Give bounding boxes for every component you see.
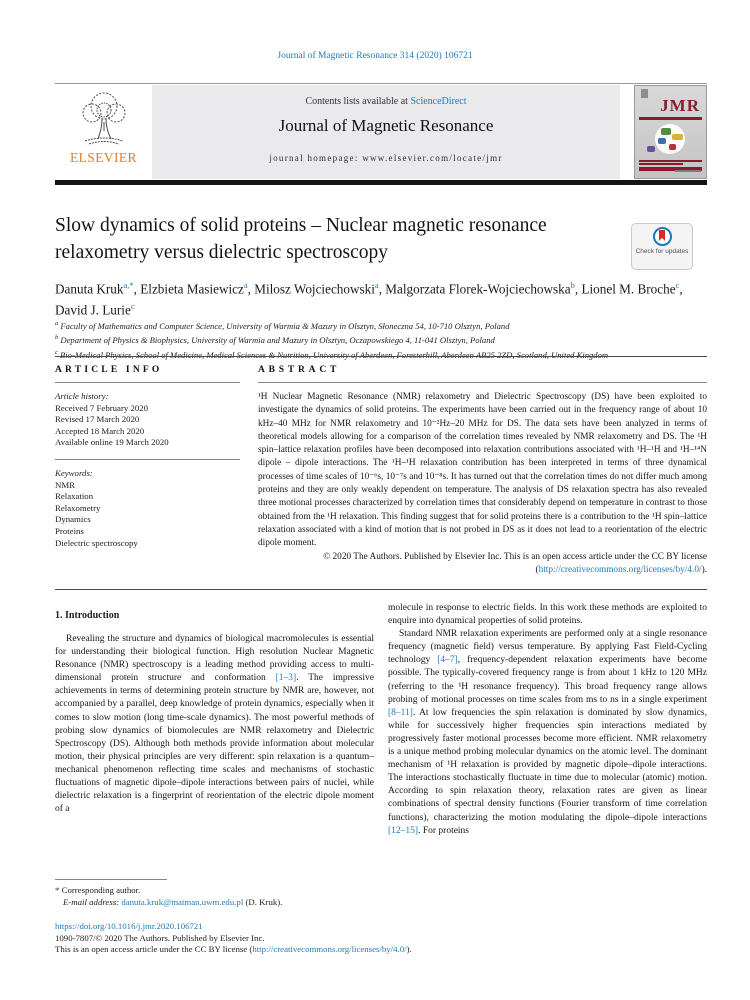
inline-link[interactable]: http://creativecommons.org/licenses/by/4.0/ <box>538 564 702 575</box>
ribbon-icon <box>659 230 665 241</box>
inline-link[interactable]: http://creativecommons.org/licenses/by/4.0/ <box>252 944 407 955</box>
issn-copyright-line: 1090-7807/© 2020 The Authors. Published by Elsevier Inc. <box>55 932 265 943</box>
elsevier-wordmark: ELSEVIER <box>70 150 137 165</box>
affiliation-b: $^b$ Department of Physics & Biophysics, University of Warmia and Mazury in Olsztyn, Oczapowskiego 4, 11-041 Olsztyn, Poland <box>55 334 495 346</box>
keywords-block <box>55 460 240 549</box>
header-top-rule <box>55 83 707 84</box>
inline-link[interactable]: [8–11] <box>388 707 413 718</box>
section-1-heading: 1. Introduction <box>55 610 120 621</box>
check-for-updates-button[interactable] <box>631 223 693 270</box>
body-right-column <box>388 602 707 838</box>
keyword: Relaxation <box>55 491 94 502</box>
affiliations <box>55 318 707 361</box>
article-footer <box>55 921 515 956</box>
license-line: This is an open access article under the CC BY license (http://creativecommons.org/licenses/by/4.0/). <box>55 944 412 955</box>
affiliation-c: $^c$ Bio-Medical Physics, School of Medicine, Medical Sciences & Nutrition, University of Aberdeen, Foresterhill, Aberdeen AB25 2ZD, Scotland, United Kingdom <box>55 348 609 360</box>
keyword: NMR <box>55 479 76 490</box>
affiliation-a: $^a$ Faculty of Mathematics and Computer Science, University of Warmia & Mazury in Olsztyn, Słoneczna 54, 10-710 Olsztyn, Poland <box>55 320 510 331</box>
article-history <box>55 383 240 460</box>
cover-text-bar <box>639 160 702 162</box>
cover-art-red <box>669 144 676 150</box>
paper-title: Slow dynamics of solid proteins – Nuclear magnetic resonance relaxometry versus dielectric spectroscopy <box>55 215 547 263</box>
inline-link[interactable]: danuta.kruk@matman.uwm.edu.pl <box>121 896 244 907</box>
keywords-label: Keywords: <box>55 467 93 478</box>
journal-homepage-link[interactable]: journal homepage: www.elsevier.com/locate/jmr <box>269 153 503 163</box>
journal-header <box>55 85 707 179</box>
keyword: Proteins <box>55 525 84 536</box>
elsevier-logo[interactable] <box>55 85 152 179</box>
intro-paragraph-1-continued: molecule in response to electric fields. In this work these methods are exploited to enquire into dynamical properties of solid proteins. <box>388 603 707 627</box>
history-label: Article history: <box>55 391 109 401</box>
contents-line: Contents lists available at ScienceDirect <box>305 96 467 107</box>
keyword: Dielectric spectroscopy <box>55 537 138 548</box>
inline-link[interactable]: [12–15] <box>388 825 419 836</box>
inline-link[interactable]: [4–7] <box>437 655 458 666</box>
cover-text-bar <box>639 163 683 165</box>
email-line: E-mail address: danuta.kruk@matman.uwm.edu.pl (D. Kruk). <box>63 896 283 907</box>
author-line: Danuta Kruk$^{a,*}$, Elzbieta Masiewicz$^a$, Milosz Wojciechowski$^a$, Malgorzata Florek-Wojciechowska$^b$, Lionel M. Broche$^c$, David J. Lurie$^c$ <box>55 280 683 318</box>
article-info-column <box>55 365 240 577</box>
history-item: Revised 17 March 2020 <box>55 414 140 425</box>
check-for-updates-label: Check for updates <box>635 248 689 255</box>
inline-link[interactable]: [1–3] <box>275 673 297 684</box>
cover-art-gold <box>672 134 683 140</box>
banner-gap <box>620 85 634 179</box>
history-item: Available online 19 March 2020 <box>55 437 169 448</box>
abstract-copyright: © 2020 The Authors. Published by Elsevier Inc. This is an open access article under the CC BY license (http://creativecommons.org/licenses/by/4.0/). <box>323 551 707 575</box>
corresponding-author-line: * Corresponding author. <box>55 885 141 895</box>
journal-cover-thumbnail[interactable] <box>634 85 707 179</box>
doi-link[interactable]: https://doi.org/10.1016/j.jmr.2020.106721 <box>55 921 203 931</box>
intro-paragraph-1: Revealing the structure and dynamics of biological macromolecules is essential for understanding their biological function. High resolution Nuclear Magnetic Resonance (NMR) spectroscopy is a leading method providing access to multi-dimensional protein structure and conformation [1–3]. The impressive achievements in terms of determining protein structure by NMR are, however, not accompanied by a parallel, deep knowledge of protein dynamics, especially when it comes to slow motion (long time-scale dynamics). The most powerful methods of probing slow dynamics of biomolecules are NMR relaxometry and Dielectric Spectroscopy (DS). Although both methods provide information about molecular motion, their physical principles are very different: spin relaxation is a quantum–mechanical phenomenon reflecting time scales and mechanisms of stochastic fluctuations of magnetic dipole–dipole interactions between pairs of nuclei, while dielectric relaxation is a fingerprint of reorientation of the electric dipole moment of a <box>55 634 374 815</box>
history-item: Received 7 February 2020 <box>55 402 149 413</box>
abstract-heading: ABSTRACT <box>258 365 707 383</box>
header-bottom-rule <box>55 180 707 185</box>
keyword: Dynamics <box>55 514 91 525</box>
article-info-heading: ARTICLE INFO <box>55 365 240 383</box>
elsevier-tree-icon <box>75 89 133 149</box>
cover-jmr-title: JMR <box>660 96 700 115</box>
journal-banner <box>152 85 620 179</box>
journal-title: Journal of Magnetic Resonance <box>278 116 494 135</box>
footnote-rule <box>55 879 167 880</box>
body-left-column <box>55 602 374 838</box>
cover-art-blue <box>658 138 666 144</box>
abstract-text: ¹H Nuclear Magnetic Resonance (NMR) relaxometry and Dielectric Spectroscopy (DS) have been exploited to investigate the dynamics of solid proteins. The experiments have been carried out in the frequency range of about 10 kHz–40 MHz for NMR relaxometry and 10⁻²Hz–20 MHz for DS. The data sets have been analyzed in terms of theoretical models allowing for a comparison of the correlation times revealed by NMR relaxometry and DS. The ¹H spin–lattice relaxation profiles have been decomposed into relaxation contributions associated with ¹H–¹H and ¹H–¹⁴N dipole – dipole interactions. The ¹H–¹H relaxation contribution has been interpreted in terms of three dynamical processes of time scales of 10⁻⁶s, 10⁻⁷s and 10⁻⁸s. It has turned out that the correlation times do not differ much among proteins and they are only weakly dependent on temperature. The analysis of DS relaxation spectra has also revealed three motional processes characterized by correlation times that considerably depend on temperature in contrast to those obtained from the ¹H relaxation. This finding suggest that for solid proteins there is a contribution to the ¹H spin–lattice relaxation associated with a kind of motion that is not probed in DS as it does not lead to a reorientation of the electric dipole moment. <box>258 392 707 549</box>
abstract-column <box>258 365 707 577</box>
history-item: Accepted 18 March 2020 <box>55 425 145 436</box>
intro-paragraph-2: Standard NMR relaxation experiments are performed only at a single resonance frequency (magnetic field) versus temperature. By applying Fast Field-Cycling technology [4–7], frequency-dependent relaxation experiments have become possible. The typically-covered frequency range is from about 1 kHz to 120 MHz (referring to the ¹H resonance frequency). This broad frequency range allows probing of motional processes on time scales from ms to ns in a single experiment [8–11]. At low frequencies the spin relaxation is dominated by slow dynamics, while for successively higher frequencies spin interactions mediated by progressively faster motional processes become more efficient. NMR relaxometry is a unique method probing molecular dynamics on the atomic level. The dominant mechanism of ¹H relaxation is provided by magnetic dipole–dipole interactions. The interactions stochastically fluctuate in time due to molecular (atomic) motion. According to spin relaxation theory, relaxation rates are given as linear combinations of spectral density functions (Fourier transform of time correlation functions), characterizing the motion modulating the dipole–dipole interactions [12–15]. For proteins <box>388 629 708 836</box>
cover-art-purple <box>647 146 655 152</box>
info-abstract-block <box>55 356 707 590</box>
inline-link[interactable]: ScienceDirect <box>410 96 467 107</box>
body-columns <box>55 602 707 838</box>
cover-art-green <box>661 128 671 135</box>
journal-citation[interactable]: Journal of Magnetic Resonance 314 (2020) 106721 <box>277 51 473 61</box>
keyword: Relaxometry <box>55 502 101 513</box>
check-for-updates-icon <box>653 227 672 246</box>
cover-footer-bar <box>675 170 701 172</box>
cover-artwork <box>639 122 702 158</box>
cover-rule <box>639 117 702 120</box>
corresponding-author-footnote <box>55 879 377 908</box>
